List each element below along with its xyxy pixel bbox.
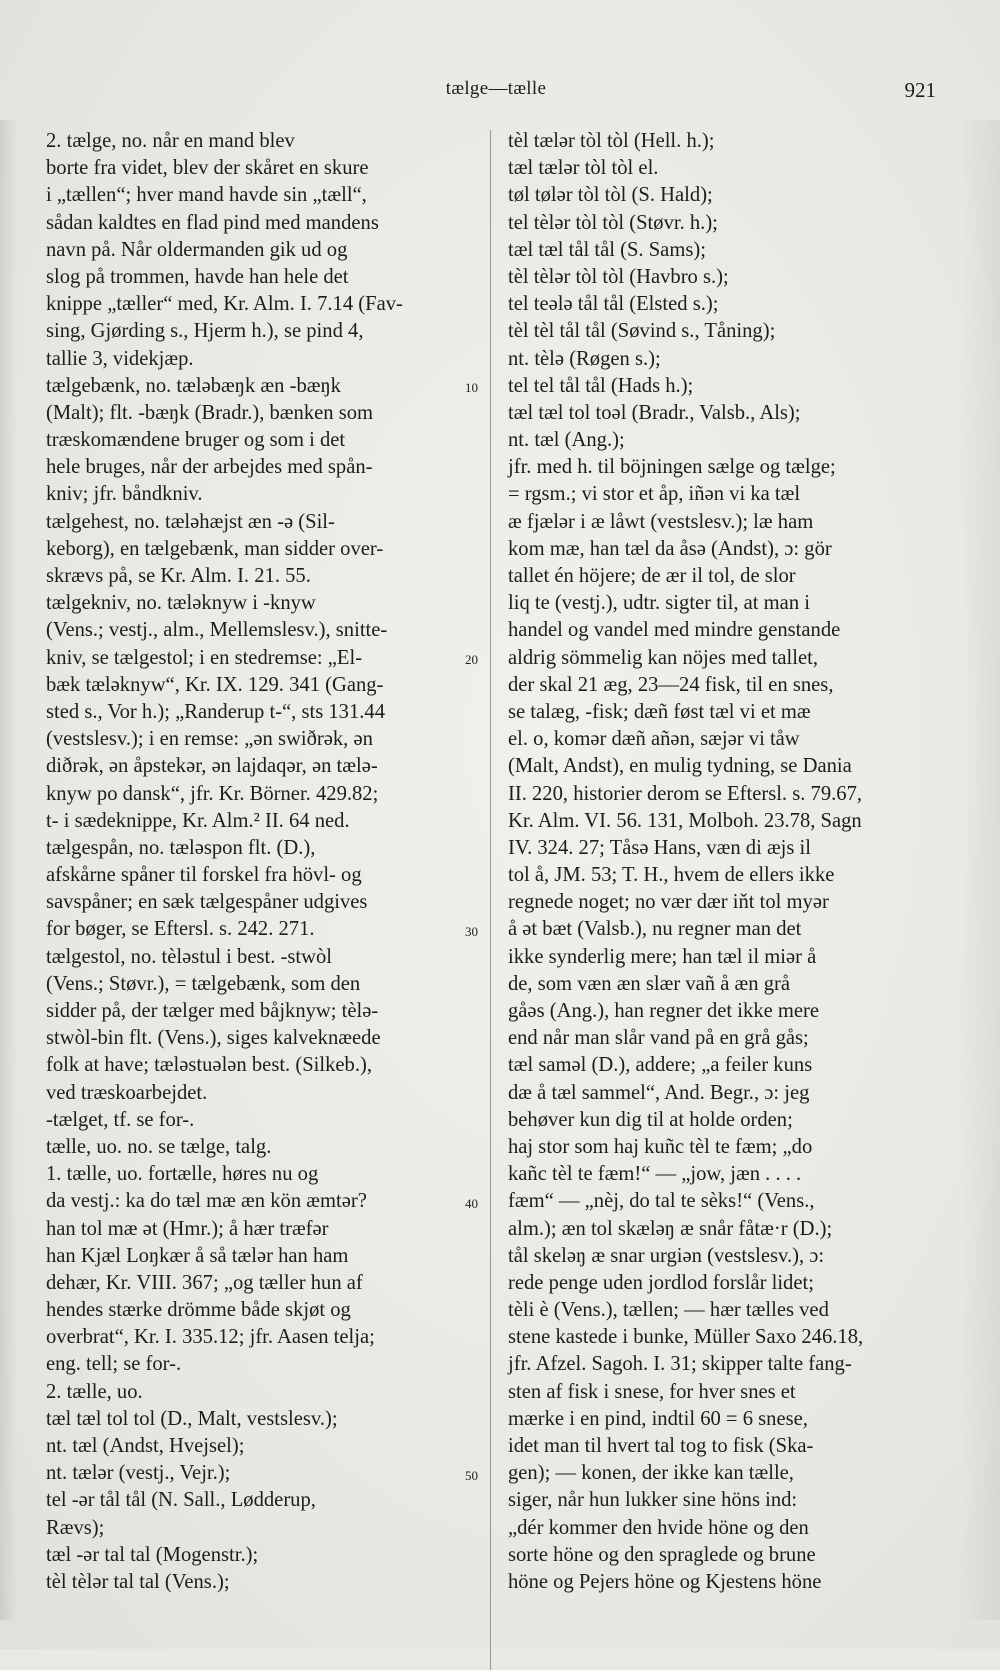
- left-column-line: Rævs);: [46, 1516, 105, 1539]
- left-column-line: tælgebænk, no. tæləbæŋk æn -bæŋk: [46, 374, 341, 397]
- left-column-line: tallie 3, videkjæp.: [46, 347, 194, 370]
- left-column-line: skrævs på, se Kr. Alm. I. 21. 55.: [46, 565, 311, 587]
- page-number: 921: [904, 78, 936, 102]
- left-column-line: træskomændene bruger og som i det: [46, 429, 346, 452]
- left-column-line: tælgehest, no. tæləhæjst æn -ə (Sil-: [46, 510, 335, 533]
- column-divider: [490, 130, 491, 1670]
- right-column-line: tol å, JM. 53; T. H., hvem de ellers ikke: [508, 864, 835, 887]
- right-column-line: tèl tèlər tòl tòl (Havbro s.);: [508, 265, 729, 288]
- right-column-line: höne og Pejers höne og Kjestens höne: [508, 1570, 822, 1593]
- right-column-line: = rgsm.; vi stor et åp, iñən vi ka tæl: [508, 483, 801, 506]
- left-column-line: nt. tælər (vestj., Vejr.);: [46, 1462, 231, 1485]
- line-number: 20: [465, 651, 478, 667]
- left-column-line: bæk tæləknyw“, Kr. IX. 129. 341 (Gang-: [46, 673, 384, 696]
- right-column-line: tæl tæl tål tål (S. Sams);: [508, 238, 706, 261]
- left-column-line: ved træskoarbejdet.: [46, 1081, 208, 1104]
- right-column-line: gen); — konen, der ikke kan tælle,: [508, 1462, 794, 1485]
- left-column-line: sing, Gjørding s., Hjerm h.), se pind 4,: [46, 320, 364, 343]
- line-number: 40: [465, 1195, 478, 1211]
- right-column: [508, 128, 948, 1596]
- right-column-line: stene kastede i bunke, Müller Saxo 246.18,: [508, 1326, 864, 1349]
- left-column-line: eng. tell; se for-.: [46, 1353, 182, 1376]
- left-column-line: sådan kaldtes en flad pind med mandens: [46, 211, 379, 234]
- right-column-line: kañc tèl te fæm!“ — „jow, jæn . . . .: [508, 1163, 802, 1186]
- right-column-line: sorte höne og den spraglede og brune: [508, 1543, 816, 1566]
- left-column-line: (Vens.; vestj., alm., Mellemslesv.), snitte-: [46, 619, 388, 642]
- left-column-line: savspåner; en sæk tælgespåner udgives: [46, 891, 368, 914]
- right-column-line: ikke synderlig mere; han tæl il miər å: [508, 945, 817, 968]
- left-column-line: borte fra videt, blev der skåret en skure: [46, 157, 369, 180]
- left-column-line: (Vens.; Støvr.), = tælgebænk, som den: [46, 972, 361, 995]
- left-column-line: kniv, se tælgestol; i en stedremse: „El-: [46, 646, 363, 669]
- left-column-line: (vestslesv.); i en remse: „ən swiðrək, ən: [46, 728, 373, 751]
- right-column-line: Kr. Alm. VI. 56. 131, Molboh. 23.78, Sagn: [508, 809, 862, 832]
- left-column-line: tel -ər tål tål (N. Sall., Lødderup,: [46, 1489, 316, 1512]
- right-column-line: tæl saməl (D.), addere; „a feiler kuns: [508, 1054, 813, 1077]
- running-head: tælge—tælle: [445, 78, 547, 99]
- left-column-line: nt. tæl (Andst, Hvejsel);: [46, 1435, 245, 1457]
- right-column-line: tel tèlər tòl tòl (Støvr. h.);: [508, 211, 718, 234]
- right-column-line: aldrig sömmelig kan nöjes med tallet,: [508, 646, 818, 669]
- left-column-line: t- i sædeknippe, Kr. Alm.² II. 64 ned.: [46, 809, 350, 832]
- right-column-line: idet man til hvert tal tog to fisk (Ska-: [508, 1435, 814, 1457]
- right-column-line: nt. tæl (Ang.);: [508, 429, 625, 452]
- left-column-line: slog på trommen, havde han hele det: [46, 265, 349, 288]
- left-column-line: (Malt); flt. -bæŋk (Bradr.), bænken som: [46, 401, 374, 424]
- right-column-line: el. o, komər dæñ añən, sæjər vi tåw: [508, 728, 800, 751]
- left-column-line: stwòl-bin flt. (Vens.), siges kalveknæede: [46, 1027, 381, 1050]
- right-column-line: der skal 21 æg, 23—24 fisk, til en snes,: [508, 673, 834, 696]
- right-column-line: sten af fisk i snese, for hver snes et: [508, 1380, 796, 1403]
- left-column-line: tæl -ər tal tal (Mogenstr.);: [46, 1543, 259, 1566]
- right-column-line: tæl tælər tòl tòl el.: [508, 157, 659, 180]
- line-number: 30: [465, 923, 478, 939]
- right-column-line: å ət bæt (Valsb.), nu regner man det: [508, 918, 802, 941]
- left-column-line: kniv; jfr. båndkniv.: [46, 483, 203, 506]
- left-column-line: tæl tæl tol tol (D., Malt, vestslesv.);: [46, 1407, 338, 1430]
- left-column-line: 1. tælle, uo. fortælle, høres nu og: [46, 1163, 319, 1186]
- left-column-line: diðrək, ən åpstekər, ən lajdaqər, ən tælə-: [46, 755, 378, 778]
- right-column-line: „dér kommer den hvide höne og den: [508, 1516, 809, 1539]
- left-column-line: tælle, uo. no. se tælge, talg.: [46, 1135, 272, 1158]
- right-column-line: tèl tèl tål tål (Søvind s., Tåning);: [508, 320, 776, 343]
- left-column-line: dehær, Kr. VIII. 367; „og tæller hun af: [46, 1271, 363, 1294]
- right-column-line: gåəs (Ang.), han regner det ikke mere: [508, 1000, 820, 1022]
- right-column-line: tel teələ tål tål (Elsted s.);: [508, 293, 719, 316]
- left-column-line: overbrat“, Kr. I. 335.12; jfr. Aasen telja;: [46, 1326, 375, 1349]
- right-column-line: tallet én höjere; de ær il tol, de slor: [508, 565, 796, 587]
- right-column-line: se talæg, -fisk; dæñ føst tæl vi et mæ: [508, 700, 811, 723]
- right-column-line: (Malt, Andst), en mulig tydning, se Dania: [508, 755, 852, 778]
- right-column-line: æ fjælər i æ låwt (vestslesv.); læ ham: [508, 510, 814, 533]
- right-column-line: de, som væn æn slær vañ å æn grå: [508, 972, 790, 995]
- left-column: [46, 128, 476, 1596]
- left-column-line: 2. tælge, no. når en mand blev: [46, 130, 295, 152]
- right-column-line: handel og vandel med mindre genstande: [508, 619, 841, 642]
- left-column-line: knyw po dansk“, jfr. Kr. Börner. 429.82;: [46, 782, 379, 805]
- left-column-line: knippe „tæller“ med, Kr. Alm. I. 7.14 (Fav-: [46, 293, 403, 316]
- line-number: 50: [465, 1467, 478, 1483]
- right-column-line: tel tel tål tål (Hads h.);: [508, 374, 694, 397]
- line-number: 10: [465, 379, 478, 395]
- left-column-line: han Kjæl Loŋkær å så tælər han ham: [46, 1244, 349, 1267]
- right-column-line: nt. tèlə (Røgen s.);: [508, 347, 661, 370]
- left-column-line: i „tællen“; hver mand havde sin „tæll“,: [46, 184, 367, 207]
- right-column-line: haj stor som haj kuñc tèl te fæm; „do: [508, 1135, 813, 1158]
- left-column-line: hendes stærke drömme både skjøt og: [46, 1299, 351, 1322]
- right-column-line: jfr. med h. til böjningen sælge og tælge;: [508, 456, 836, 479]
- left-column-line: sidder på, der tælger med båjknyw; tèlə-: [46, 1000, 379, 1022]
- right-column-line: alm.); æn tol skæləŋ æ snår fåtæ·r (D.);: [508, 1217, 833, 1240]
- right-column-line: tøl tølər tòl tòl (S. Hald);: [508, 184, 713, 207]
- left-column-line: han tol mæ ət (Hmr.); å hær træfər: [46, 1217, 329, 1240]
- right-column-line: behøver kun dig til at holde orden;: [508, 1108, 793, 1131]
- right-column-line: liq te (vestj.), udtr. sigter til, at man i: [508, 592, 810, 615]
- left-column-line: tælgespån, no. tæləspon flt. (D.),: [46, 836, 316, 859]
- left-column-line: hele bruges, når der arbejdes med spån-: [46, 456, 373, 479]
- right-column-line: jfr. Afzel. Sagoh. I. 31; skipper talte fang-: [508, 1353, 852, 1376]
- right-column-line: mærke i en pind, indtil 60 = 6 snese,: [508, 1407, 808, 1430]
- left-column-line: for bøger, se Eftersl. s. 242. 271.: [46, 918, 315, 941]
- left-column-line: tælgekniv, no. tæləknyw i -knyw: [46, 592, 316, 615]
- left-column-line: tèl tèlər tal tal (Vens.);: [46, 1570, 230, 1593]
- right-column-line: tèli è (Vens.), tællen; — hær tælles ved: [508, 1299, 829, 1322]
- page-edge-shadow-left: [0, 120, 18, 1620]
- page-header: [46, 78, 946, 108]
- left-column-line: -tælget, tf. se for-.: [46, 1108, 195, 1131]
- left-column-line: afskårne spåner til forskel fra hövl- og: [46, 864, 362, 887]
- right-column-line: kom mæ, han tæl da åsə (Andst), ɔ: gör: [508, 537, 832, 560]
- left-column-line: sted s., Vor h.); „Randerup t-“, sts 131.44: [46, 700, 386, 723]
- left-column-line: da vestj.: ka do tæl mæ æn kön æmtər?: [46, 1190, 367, 1213]
- right-column-line: siger, når hun lukker sine höns ind:: [508, 1489, 798, 1512]
- right-column-line: fæm“ — „nèj, do tal te sèks!“ (Vens.,: [508, 1190, 815, 1213]
- right-column-line: II. 220, historier derom se Eftersl. s. 79.67,: [508, 782, 863, 805]
- right-column-line: regnede noget; no vær dær iňt tol myər: [508, 891, 829, 914]
- left-column-line: 2. tælle, uo.: [46, 1380, 143, 1403]
- left-column-line: tælgestol, no. tèləstul i best. -stwòl: [46, 945, 333, 968]
- left-column-line: folk at have; tæləstuələn best. (Silkeb.),: [46, 1054, 372, 1077]
- page-edge-shadow-right: [960, 120, 1000, 1620]
- right-column-line: tèl tælər tòl tòl (Hell. h.);: [508, 130, 715, 152]
- left-column-line: navn på. Når oldermanden gik ud og: [46, 238, 348, 261]
- right-column-line: tæl tæl tol toəl (Bradr., Valsb., Als);: [508, 401, 801, 424]
- right-column-line: IV. 324. 27; Tåsə Hans, væn di æjs il: [508, 836, 812, 859]
- left-column-line: keborg), en tælgebænk, man sidder over-: [46, 537, 384, 560]
- right-column-line: rede penge uden jordlod forslår lidet;: [508, 1271, 814, 1294]
- right-column-line: end når man slår vand på en grå gås;: [508, 1027, 809, 1050]
- right-column-line: tål skeləŋ æ snar urgiən (vestslesv.), ɔ:: [508, 1244, 825, 1267]
- right-column-line: dæ å tæl sammel“, And. Begr., ɔ: jeg: [508, 1081, 810, 1104]
